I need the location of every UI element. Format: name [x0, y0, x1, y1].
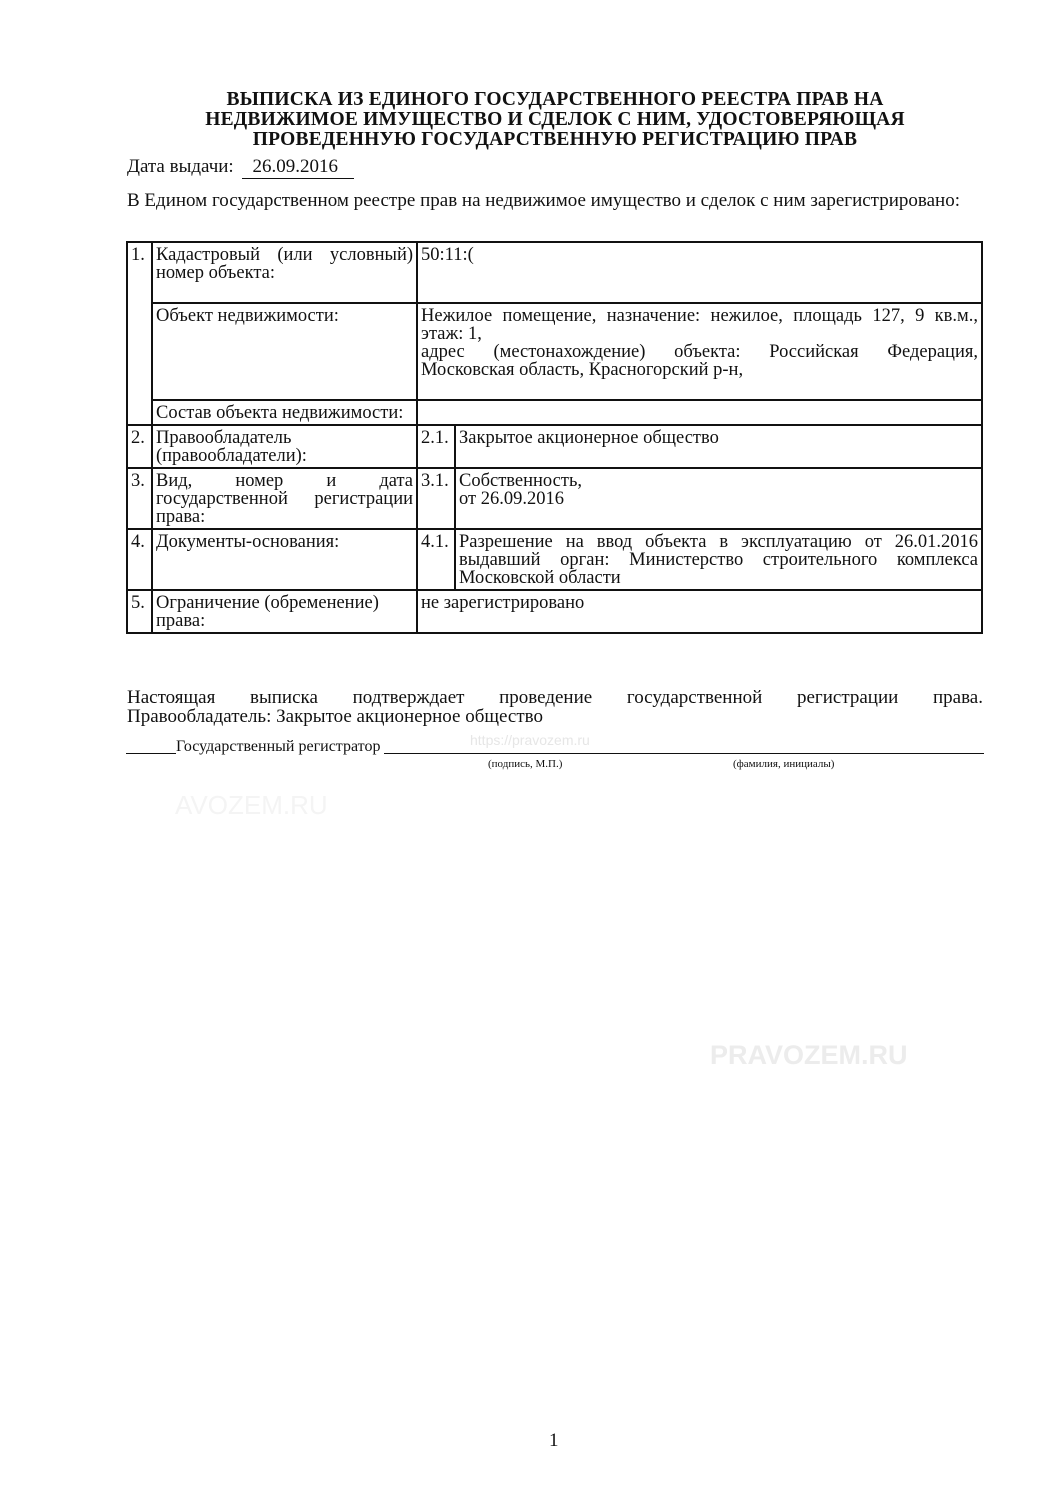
- encumbrance-label: Ограничение (обременение) права:: [152, 590, 417, 633]
- object-address: адрес (местонахождение) объекта: Российская Федерация, Московская область, Красногорский р-н,: [421, 342, 978, 380]
- object-value: [417, 303, 982, 400]
- row-4-number: 4.: [127, 529, 152, 590]
- watermark-url: https://pravozem.ru: [470, 732, 590, 748]
- row-2-number: 2.: [127, 425, 152, 468]
- documents-subnumber: 4.1.: [417, 529, 455, 590]
- rightholder-subnumber: 2.1.: [417, 425, 455, 468]
- watermark-faint: AVOZEM.RU: [175, 790, 328, 820]
- row-3-number: 3.: [127, 468, 152, 529]
- title-line-3: ПРОВЕДЕННУЮ ГОСУДАРСТВЕННУЮ РЕГИСТРАЦИЮ ПРАВ: [252, 129, 858, 150]
- documents-value: Разрешение на ввод объекта в эксплуатацию от 26.01.2016 выдавший орган: Министерство строительного комплекса Московской области: [455, 529, 982, 590]
- encumbrance-value: не зарегистрировано: [417, 590, 982, 633]
- watermark-brand: PRAVOZEM.RU: [710, 1040, 908, 1070]
- row-3-registration: [127, 468, 982, 529]
- name-caption: (фамилия, инициалы): [733, 758, 835, 770]
- confirmation-line-2: Правообладатель: Закрытое акционерное общество: [127, 706, 544, 727]
- registration-value: [455, 468, 982, 529]
- confirmation-text: [127, 688, 983, 726]
- object-description: Нежилое помещение, назначение: нежилое, площадь 127, 9 кв.м., этаж: 1,: [421, 306, 978, 344]
- registration-type: Собственность,: [459, 471, 583, 491]
- confirmation-line-1: Настоящая выписка подтверждает проведение государственной регистрации права.: [127, 687, 983, 708]
- title-line-1: ВЫПИСКА ИЗ ЕДИНОГО ГОСУДАРСТВЕННОГО РЕЕСТРА ПРАВ НА: [226, 89, 884, 110]
- rightholder-label: Правообладатель (правообладатели):: [152, 425, 417, 468]
- intro-text: В Едином государственном реестре прав на недвижимое имущество и сделок с ним зарегистрировано:: [127, 190, 960, 211]
- registrar-label: Государственный регистратор: [176, 738, 384, 756]
- rightholder-value: Закрытое акционерное общество: [455, 425, 982, 468]
- row-5-encumbrance: [127, 590, 982, 633]
- issue-date-label: Дата выдачи:: [127, 156, 234, 177]
- page-number: 1: [549, 1430, 559, 1451]
- row-5-number: 5.: [127, 590, 152, 633]
- title-line-2: НЕДВИЖИМОЕ ИМУЩЕСТВО И СДЕЛОК С НИМ, УДОСТОВЕРЯЮЩАЯ: [205, 109, 905, 130]
- issue-date-row: [127, 156, 354, 179]
- row-4-documents: [127, 529, 982, 590]
- registration-subnumber: 3.1.: [417, 468, 455, 529]
- row-2-rightholder: [127, 425, 982, 468]
- documents-label: Документы-основания:: [152, 529, 417, 590]
- row-1-number: 1.: [127, 242, 152, 425]
- signature-caption: (подпись, М.П.): [488, 758, 563, 770]
- issue-date-value: 26.09.2016: [242, 156, 354, 179]
- registration-label: Вид, номер и дата государственной регистрации права:: [152, 468, 417, 529]
- composition-label: Состав объекта недвижимости:: [152, 400, 417, 425]
- object-label: Объект недвижимости:: [152, 303, 417, 400]
- composition-value: [417, 400, 982, 425]
- row-1-cadastral: [127, 242, 982, 303]
- cadastral-label: Кадастровый (или условный) номер объекта:: [152, 242, 417, 303]
- row-1-object: [127, 303, 982, 400]
- registry-table: [126, 241, 983, 634]
- row-1-composition: [127, 400, 982, 425]
- document-title: [120, 90, 990, 150]
- registration-date: от 26.09.2016: [459, 489, 564, 509]
- cadastral-value: 50:11:(: [417, 242, 982, 303]
